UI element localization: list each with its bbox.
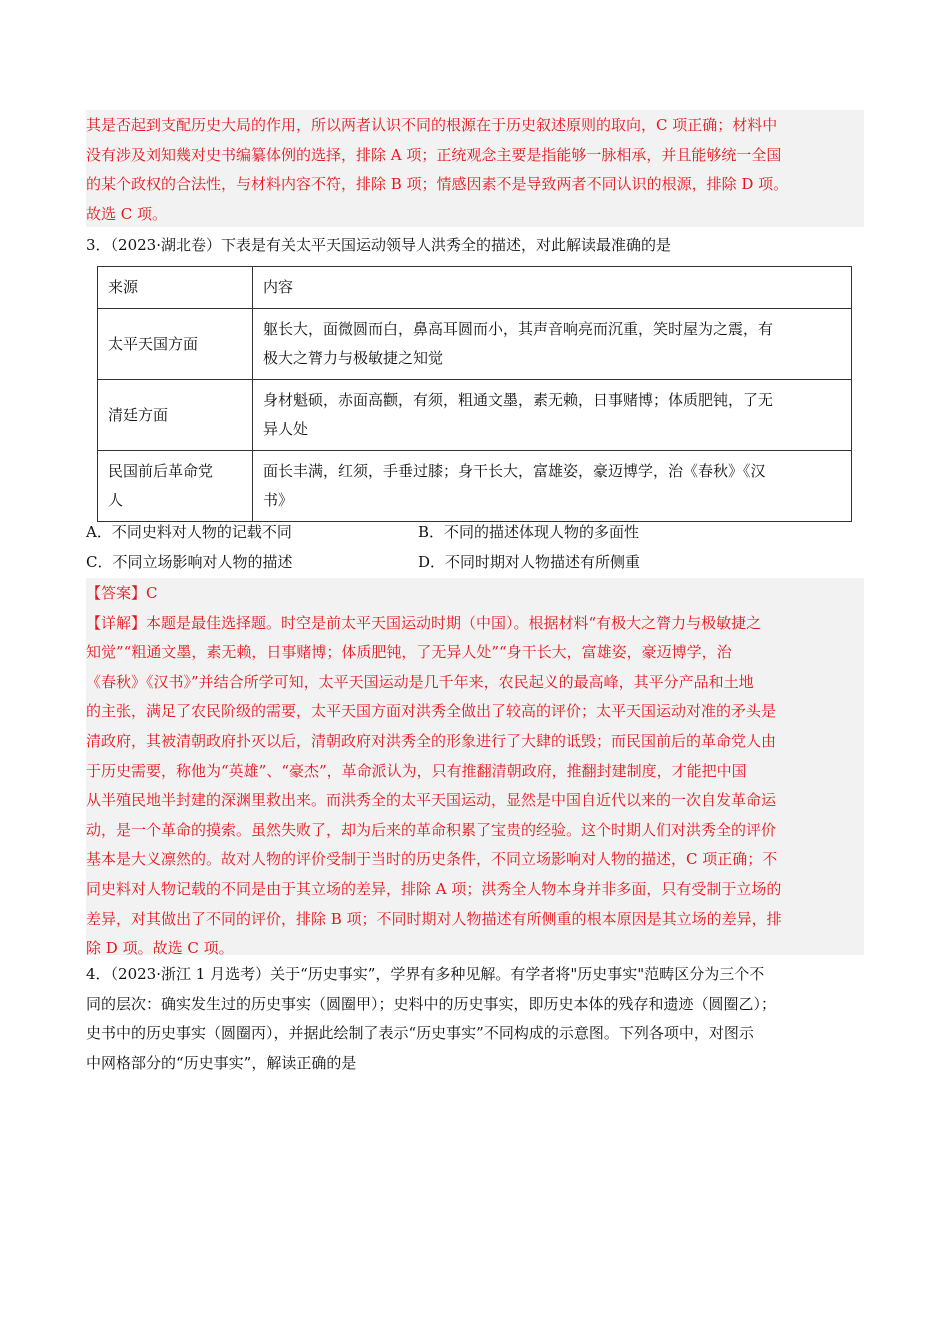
question-4-stem-line: 4．（2023·浙江 1 月选考）关于“历史事实”，学界有多种见解。有学者将"历史事实"范畴区分为三个不 xyxy=(86,965,765,983)
detail-line: 清政府，其被清朝政府扑灭以后，清朝政府对洪秀全的形象进行了大肆的诋毁；而民国前后的革命党人由 xyxy=(86,731,777,750)
detail-line: 基本是大义凛然的。故对人物的评价受制于当时的历史条件，不同立场影响对人物的描述，C 项正确；不 xyxy=(86,850,778,869)
previous-explanation xyxy=(86,110,864,227)
detail-line: 的主张，满足了农民阶级的需要，太平天国方面对洪秀全做出了较高的评价；太平天国运动对准的矛头是 xyxy=(86,702,777,721)
row-content xyxy=(253,380,852,451)
question-4-stem-line: 中网格部分的“历史事实”，解读正确的是 xyxy=(86,1053,357,1072)
table-header-row xyxy=(98,267,852,309)
explanation-line: 其是否起到支配历史大局的作用，所以两者认识不同的根源在于历史叙述原则的取向，C 项正确；材料中 xyxy=(86,116,778,134)
detail-line: 于历史需要，称他为“英雄”、“豪杰”，革命派认为，只有推翻清朝政府，推翻封建制度，才能把中国 xyxy=(86,761,747,780)
detail-line: 【详解】本题是最佳选择题。时空是前太平天国运动时期（中国）。根据材料“有极大之膂力与极敏捷之 xyxy=(86,613,762,632)
table-row xyxy=(98,451,852,522)
table-row xyxy=(98,380,852,451)
row-content-line: 躯长大，面微圆而白，鼻高耳圆而小，其声音响亮而沉重，笑时屋为之震，有 xyxy=(263,320,774,338)
row-source: 太平天国方面 xyxy=(98,309,253,380)
row-content-line: 异人处 xyxy=(263,420,309,438)
source-table xyxy=(97,266,852,522)
header-source: 来源 xyxy=(98,267,253,309)
row-content-line: 身材魁硕，赤面高颧，有须，粗通文墨，素无赖，日事赌博；体质肥钝，了无 xyxy=(263,391,774,409)
answer-explanation xyxy=(86,578,864,958)
row-content-line: 面长丰满，红须，手垂过膝；身干长大，富雄姿，豪迈博学，治《春秋》《汉 xyxy=(263,462,766,480)
detail-line: 差异，对其做出了不同的评价，排除 B 项；不同时期对人物描述有所侧重的根本原因是其立场的差异，排 xyxy=(86,909,782,928)
explanation-line: 故选 C 项。 xyxy=(86,204,168,223)
detail-line: 《春秋》《汉书》”并结合所学可知，太平天国运动是几千年来，农民起义的最高峰，其平分产品和土地 xyxy=(86,672,754,691)
question-4-stem xyxy=(86,960,866,1078)
detail-line: 动，是一个革命的摸索。虽然失败了，却为后来的革命积累了宝贵的经验。这个时期人们对洪秀全的评价 xyxy=(86,820,777,839)
row-source xyxy=(98,451,253,522)
option-d[interactable]: D．不同时期对人物描述有所侧重 xyxy=(418,553,641,571)
detail-line: 除 D 项。故选 C 项。 xyxy=(86,939,234,958)
header-content: 内容 xyxy=(253,267,852,309)
detail-line: 同史料对人物记载的不同是由于其立场的差异，排除 A 项；洪秀全人物本身并非多面，只有受制于立场的 xyxy=(86,879,782,898)
table-row xyxy=(98,309,852,380)
explanation-line: 没有涉及刘知幾对史书编纂体例的选择，排除 A 项；正统观念主要是指能够一脉相承，并且能够统一全国 xyxy=(86,145,782,164)
detail-line: 从半殖民地半封建的深渊里救出来。而洪秀全的太平天国运动，显然是中国自近代以来的一次自发革命运 xyxy=(86,791,777,810)
row-source-line: 民国前后革命党 xyxy=(108,462,214,480)
option-b[interactable]: B．不同的描述体现人物的多面性 xyxy=(418,523,640,541)
detail-line: 知觉”“粗通文墨，素无赖，日事赌博；体质肥钝，了无异人处”“身干长大，富雄姿，豪迈博学，治 xyxy=(86,643,732,662)
explanation-line: 的某个政权的合法性，与材料内容不符，排除 B 项；情感因素不是导致两者不同认识的根源，排除 D 项。 xyxy=(86,175,789,194)
row-source: 清廷方面 xyxy=(98,380,253,451)
option-a[interactable]: A．不同史料对人物的记载不同 xyxy=(86,523,292,541)
question-4-stem-line: 同的层次：确实发生过的历史事实（圆圈甲）；史料中的历史事实，即历史本体的残存和遗迹（圆圈乙）； xyxy=(86,994,777,1013)
question-3-stem-text: 3．（2023·湖北卷）下表是有关太平天国运动领导人洪秀全的描述，对此解读最准确的是 xyxy=(86,236,671,254)
row-content xyxy=(253,309,852,380)
row-content-line: 书》 xyxy=(263,491,294,509)
row-content-line: 极大之膂力与极敏捷之知觉 xyxy=(263,349,444,367)
answer-label: 【答案】C xyxy=(86,584,158,602)
row-content xyxy=(253,451,852,522)
option-c[interactable]: C．不同立场影响对人物的描述 xyxy=(86,553,293,571)
question-3-stem xyxy=(86,231,866,261)
question-4-stem-line: 史书中的历史事实（圆圈丙），并据此绘制了表示“历史事实”不同构成的示意图。下列各项中，对图示 xyxy=(86,1024,754,1043)
row-source-line: 人 xyxy=(108,491,124,509)
